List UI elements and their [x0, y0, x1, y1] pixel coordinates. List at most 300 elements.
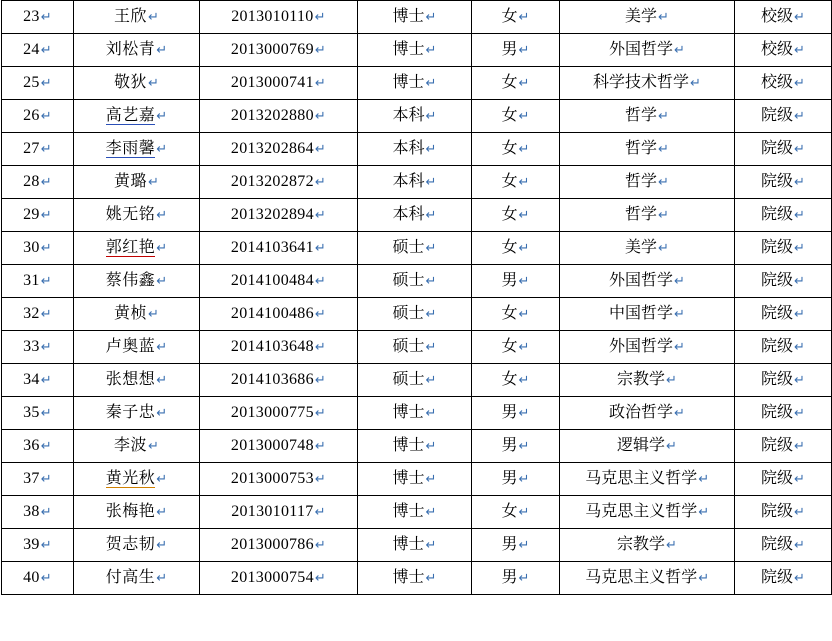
cell-sex-text: 男 [501, 536, 518, 554]
paragraph-mark-icon: ↵ [425, 241, 437, 257]
student-list-table [1, 0, 832, 595]
paragraph-mark-icon: ↵ [40, 175, 52, 191]
paragraph-mark-icon: ↵ [156, 406, 168, 422]
cell-inner [761, 305, 793, 323]
cell-inner [106, 470, 156, 488]
paragraph-mark-icon: ↵ [698, 472, 709, 488]
paragraph-mark-icon: ↵ [40, 439, 52, 455]
cell-inner [625, 8, 657, 26]
cell-major [560, 232, 735, 265]
cell-name-text: 敬狄 [114, 74, 148, 92]
cell-degree-text: 博士 [392, 8, 425, 26]
cell-major [560, 265, 735, 298]
cell-serial-number [2, 1, 74, 34]
cell-student-id-text: 2014100486 [230, 305, 314, 323]
paragraph-mark-icon: ↵ [314, 538, 327, 554]
paragraph-mark-icon: ↵ [658, 109, 669, 125]
cell-degree [358, 100, 472, 133]
cell-inner [231, 107, 314, 125]
cell-degree-text: 博士 [392, 536, 425, 554]
cell-serial-number [2, 67, 74, 100]
paragraph-mark-icon: ↵ [40, 43, 52, 59]
cell-degree-text: 硕士 [392, 239, 425, 257]
cell-degree [358, 34, 472, 67]
cell-student-id [200, 265, 358, 298]
cell-sex [472, 166, 560, 199]
paragraph-mark-icon: ↵ [148, 10, 159, 26]
cell-degree [358, 463, 472, 496]
cell-major-text: 美学 [625, 239, 658, 257]
paragraph-mark-icon: ↵ [794, 175, 805, 191]
cell-degree-text: 硕士 [392, 338, 425, 356]
cell-name [74, 463, 200, 496]
cell-serial-number-text: 25 [23, 74, 40, 92]
cell-inner [23, 305, 40, 323]
paragraph-mark-icon: ↵ [425, 439, 437, 455]
cell-inner [761, 437, 793, 455]
cell-major-text: 宗教学 [617, 371, 666, 389]
cell-inner [23, 569, 40, 587]
cell-inner [502, 41, 518, 59]
cell-inner [761, 536, 793, 554]
paragraph-mark-icon: ↵ [425, 43, 437, 59]
paragraph-mark-icon: ↵ [148, 175, 159, 191]
cell-major [560, 1, 735, 34]
cell-sex [472, 1, 560, 34]
paragraph-mark-icon: ↵ [314, 142, 327, 158]
cell-level [735, 298, 832, 331]
cell-serial-number-text: 29 [23, 206, 40, 224]
paragraph-mark-icon: ↵ [425, 340, 437, 356]
cell-sex [472, 397, 560, 430]
cell-level-text: 院级 [761, 272, 794, 290]
cell-student-id [200, 232, 358, 265]
cell-inner [106, 338, 156, 356]
paragraph-mark-icon: ↵ [425, 538, 437, 554]
cell-student-id-text: 2013202864 [230, 140, 314, 158]
cell-inner [114, 74, 147, 92]
cell-inner [393, 305, 425, 323]
cell-inner [23, 239, 40, 257]
cell-student-id [200, 199, 358, 232]
cell-level [735, 100, 832, 133]
paragraph-mark-icon: ↵ [518, 10, 530, 26]
cell-serial-number [2, 496, 74, 529]
cell-inner [114, 8, 147, 26]
cell-inner [502, 206, 518, 224]
cell-student-id-text: 2013000741 [230, 74, 314, 92]
cell-level-text: 院级 [761, 536, 794, 554]
cell-degree-text: 本科 [392, 107, 425, 125]
cell-inner [106, 569, 156, 587]
paragraph-mark-icon: ↵ [794, 538, 805, 554]
cell-student-id [200, 364, 358, 397]
cell-student-id-text: 2013010117 [231, 503, 314, 521]
cell-student-id-text: 2013000753 [230, 470, 314, 488]
cell-serial-number-text: 31 [23, 272, 40, 290]
cell-sex [472, 232, 560, 265]
table-row [2, 331, 832, 364]
table-row [2, 529, 832, 562]
cell-inner [625, 140, 657, 158]
cell-sex-text: 女 [501, 239, 518, 257]
cell-major-text: 哲学 [625, 140, 658, 158]
cell-student-id [200, 133, 358, 166]
paragraph-mark-icon: ↵ [518, 340, 530, 356]
cell-student-id-text: 2013000775 [230, 404, 314, 422]
cell-serial-number [2, 430, 74, 463]
paragraph-mark-icon: ↵ [156, 109, 168, 125]
cell-serial-number [2, 199, 74, 232]
cell-name-text: 秦子忠 [105, 404, 156, 422]
cell-inner [502, 371, 518, 389]
cell-inner [231, 371, 314, 389]
cell-name-text: 王欣 [114, 8, 148, 26]
table-row [2, 463, 832, 496]
paragraph-mark-icon: ↵ [425, 175, 437, 191]
cell-degree [358, 397, 472, 430]
cell-level [735, 232, 832, 265]
cell-degree [358, 562, 472, 595]
cell-degree [358, 133, 472, 166]
paragraph-mark-icon: ↵ [518, 175, 530, 191]
cell-name-text: 高艺嘉 [105, 107, 156, 125]
cell-inner [761, 41, 793, 59]
paragraph-mark-icon: ↵ [518, 76, 530, 92]
cell-major-text: 美学 [625, 8, 658, 26]
cell-serial-number-text: 36 [23, 437, 40, 455]
paragraph-mark-icon: ↵ [674, 43, 685, 59]
paragraph-mark-icon: ↵ [518, 274, 530, 290]
cell-sex [472, 562, 560, 595]
cell-name [74, 496, 200, 529]
paragraph-mark-icon: ↵ [518, 538, 530, 554]
paragraph-mark-icon: ↵ [658, 208, 669, 224]
cell-inner [393, 569, 425, 587]
cell-sex [472, 67, 560, 100]
cell-inner [231, 239, 314, 257]
cell-level-text: 院级 [761, 140, 794, 158]
cell-student-id [200, 529, 358, 562]
table-row [2, 34, 832, 67]
cell-inner [23, 173, 40, 191]
table-row [2, 298, 832, 331]
paragraph-mark-icon: ↵ [794, 406, 805, 422]
paragraph-mark-icon: ↵ [40, 307, 52, 323]
cell-student-id-text: 2013202894 [230, 206, 314, 224]
cell-name-text: 郭红艳 [105, 239, 156, 257]
cell-major-text: 政治哲学 [609, 404, 674, 422]
paragraph-mark-icon: ↵ [40, 208, 52, 224]
cell-inner [106, 371, 156, 389]
paragraph-mark-icon: ↵ [40, 472, 52, 488]
cell-degree-text: 博士 [392, 503, 425, 521]
cell-inner [231, 140, 314, 158]
table-row [2, 562, 832, 595]
paragraph-mark-icon: ↵ [425, 505, 437, 521]
paragraph-mark-icon: ↵ [40, 406, 52, 422]
cell-inner [761, 470, 793, 488]
cell-inner [761, 404, 793, 422]
cell-student-id [200, 331, 358, 364]
paragraph-mark-icon: ↵ [794, 109, 805, 125]
paragraph-mark-icon: ↵ [518, 43, 530, 59]
cell-serial-number-text: 37 [23, 470, 40, 488]
cell-major [560, 430, 735, 463]
paragraph-mark-icon: ↵ [156, 142, 168, 158]
cell-name [74, 397, 200, 430]
cell-major [560, 199, 735, 232]
cell-inner [502, 239, 518, 257]
paragraph-mark-icon: ↵ [425, 142, 437, 158]
paragraph-mark-icon: ↵ [156, 274, 168, 290]
cell-inner [393, 140, 425, 158]
paragraph-mark-icon: ↵ [40, 538, 52, 554]
cell-sex [472, 133, 560, 166]
cell-level-text: 校级 [761, 41, 794, 59]
paragraph-mark-icon: ↵ [658, 241, 669, 257]
cell-degree-text: 硕士 [392, 305, 425, 323]
paragraph-mark-icon: ↵ [156, 472, 168, 488]
cell-inner [393, 206, 425, 224]
cell-major-text: 马克思主义哲学 [585, 569, 698, 587]
cell-inner [106, 404, 156, 422]
cell-inner [502, 305, 518, 323]
cell-serial-number-text: 33 [23, 338, 40, 356]
cell-name-text: 蔡伟鑫 [105, 272, 156, 290]
cell-inner [23, 470, 40, 488]
paragraph-mark-icon: ↵ [314, 76, 327, 92]
cell-inner [617, 536, 665, 554]
cell-student-id [200, 166, 358, 199]
cell-inner [625, 173, 657, 191]
cell-name [74, 1, 200, 34]
paragraph-mark-icon: ↵ [658, 175, 669, 191]
cell-inner [23, 437, 40, 455]
paragraph-mark-icon: ↵ [690, 76, 701, 92]
cell-sex-text: 女 [501, 8, 518, 26]
table-body [2, 1, 832, 595]
cell-inner [761, 8, 793, 26]
cell-name [74, 562, 200, 595]
paragraph-mark-icon: ↵ [794, 274, 805, 290]
cell-name-text: 姚无铭 [105, 206, 156, 224]
paragraph-mark-icon: ↵ [518, 307, 530, 323]
paragraph-mark-icon: ↵ [658, 10, 669, 26]
cell-name [74, 100, 200, 133]
paragraph-mark-icon: ↵ [698, 505, 709, 521]
cell-inner [23, 107, 40, 125]
cell-sex [472, 199, 560, 232]
cell-inner [625, 239, 657, 257]
cell-sex-text: 女 [501, 140, 518, 158]
cell-sex-text: 女 [501, 173, 518, 191]
paragraph-mark-icon: ↵ [314, 175, 327, 191]
cell-inner [106, 239, 156, 257]
cell-major [560, 562, 735, 595]
cell-degree-text: 本科 [392, 173, 425, 191]
paragraph-mark-icon: ↵ [794, 10, 805, 26]
cell-level [735, 529, 832, 562]
cell-name [74, 331, 200, 364]
cell-name-text: 黄璐 [114, 173, 148, 191]
paragraph-mark-icon: ↵ [666, 538, 677, 554]
cell-serial-number [2, 166, 74, 199]
cell-student-id-text: 2014103686 [230, 371, 314, 389]
cell-serial-number [2, 331, 74, 364]
paragraph-mark-icon: ↵ [518, 439, 530, 455]
cell-inner [231, 437, 314, 455]
cell-serial-number [2, 562, 74, 595]
cell-major [560, 397, 735, 430]
cell-inner [23, 8, 40, 26]
cell-degree [358, 496, 472, 529]
cell-inner [502, 173, 518, 191]
cell-level [735, 199, 832, 232]
cell-degree [358, 199, 472, 232]
cell-inner [231, 305, 314, 323]
cell-major [560, 34, 735, 67]
cell-inner [625, 107, 657, 125]
cell-major-text: 逻辑学 [617, 437, 666, 455]
cell-inner [106, 107, 156, 125]
cell-inner [502, 536, 518, 554]
cell-sex-text: 男 [501, 41, 518, 59]
cell-sex [472, 331, 560, 364]
cell-student-id-text: 2013000769 [230, 41, 314, 59]
cell-degree [358, 265, 472, 298]
paragraph-mark-icon: ↵ [156, 373, 168, 389]
cell-level [735, 364, 832, 397]
paragraph-mark-icon: ↵ [674, 406, 685, 422]
cell-degree-text: 博士 [392, 569, 425, 587]
paragraph-mark-icon: ↵ [40, 505, 52, 521]
paragraph-mark-icon: ↵ [425, 76, 437, 92]
cell-serial-number [2, 100, 74, 133]
table-row [2, 496, 832, 529]
paragraph-mark-icon: ↵ [314, 439, 327, 455]
cell-student-id [200, 34, 358, 67]
cell-inner [23, 41, 40, 59]
cell-inner [106, 536, 156, 554]
cell-sex-text: 男 [501, 272, 518, 290]
cell-inner [106, 503, 156, 521]
cell-major-text: 科学技术哲学 [593, 74, 690, 92]
paragraph-mark-icon: ↵ [794, 505, 805, 521]
cell-inner [231, 8, 313, 26]
paragraph-mark-icon: ↵ [518, 208, 530, 224]
cell-name [74, 529, 200, 562]
cell-degree-text: 本科 [392, 140, 425, 158]
paragraph-mark-icon: ↵ [156, 340, 168, 356]
cell-level [735, 34, 832, 67]
cell-student-id [200, 562, 358, 595]
cell-major-text: 外国哲学 [609, 338, 674, 356]
paragraph-mark-icon: ↵ [314, 208, 327, 224]
cell-major-text: 宗教学 [617, 536, 666, 554]
cell-inner [502, 338, 518, 356]
cell-sex [472, 496, 560, 529]
cell-inner [231, 206, 314, 224]
cell-name-text: 黄桢 [114, 305, 148, 323]
cell-inner [393, 272, 425, 290]
cell-degree-text: 博士 [392, 437, 425, 455]
paragraph-mark-icon: ↵ [40, 274, 52, 290]
cell-sex-text: 女 [501, 74, 518, 92]
cell-student-id [200, 67, 358, 100]
cell-inner [393, 404, 425, 422]
table-row [2, 166, 832, 199]
cell-inner [231, 272, 314, 290]
cell-serial-number-text: 24 [23, 41, 40, 59]
paragraph-mark-icon: ↵ [666, 439, 677, 455]
cell-student-id [200, 100, 358, 133]
cell-name [74, 199, 200, 232]
cell-serial-number [2, 265, 74, 298]
cell-degree [358, 529, 472, 562]
cell-inner [23, 206, 40, 224]
cell-inner [502, 74, 518, 92]
cell-name-text: 李波 [114, 437, 148, 455]
cell-student-id [200, 1, 358, 34]
cell-inner [393, 338, 425, 356]
cell-inner [231, 536, 314, 554]
cell-sex-text: 男 [501, 404, 518, 422]
cell-level-text: 校级 [761, 74, 794, 92]
cell-inner [502, 404, 518, 422]
cell-sex [472, 529, 560, 562]
cell-inner [502, 437, 518, 455]
cell-degree-text: 博士 [392, 41, 425, 59]
cell-name-text: 黄光秋 [105, 470, 156, 488]
cell-inner [502, 569, 518, 587]
paragraph-mark-icon: ↵ [156, 538, 168, 554]
cell-serial-number [2, 463, 74, 496]
cell-degree [358, 364, 472, 397]
cell-sex [472, 298, 560, 331]
cell-major-text: 外国哲学 [609, 272, 674, 290]
paragraph-mark-icon: ↵ [794, 439, 805, 455]
paragraph-mark-icon: ↵ [40, 109, 52, 125]
paragraph-mark-icon: ↵ [314, 10, 326, 26]
paragraph-mark-icon: ↵ [425, 472, 437, 488]
paragraph-mark-icon: ↵ [314, 472, 327, 488]
cell-inner [23, 74, 40, 92]
cell-inner [231, 41, 314, 59]
cell-inner [106, 140, 156, 158]
cell-level [735, 265, 832, 298]
cell-degree-text: 博士 [392, 470, 425, 488]
cell-sex [472, 430, 560, 463]
cell-name [74, 298, 200, 331]
paragraph-mark-icon: ↵ [518, 373, 530, 389]
paragraph-mark-icon: ↵ [794, 76, 805, 92]
cell-inner [393, 74, 425, 92]
paragraph-mark-icon: ↵ [314, 340, 327, 356]
paragraph-mark-icon: ↵ [40, 142, 52, 158]
table-row [2, 100, 832, 133]
cell-level [735, 67, 832, 100]
cell-inner [114, 437, 147, 455]
cell-major-text: 哲学 [625, 206, 658, 224]
cell-inner [609, 272, 673, 290]
paragraph-mark-icon: ↵ [148, 439, 159, 455]
cell-student-id-text: 2013010110 [231, 8, 314, 26]
cell-sex [472, 364, 560, 397]
cell-level-text: 校级 [761, 8, 794, 26]
cell-major-text: 马克思主义哲学 [585, 470, 698, 488]
cell-student-id-text: 2013000748 [230, 437, 314, 455]
